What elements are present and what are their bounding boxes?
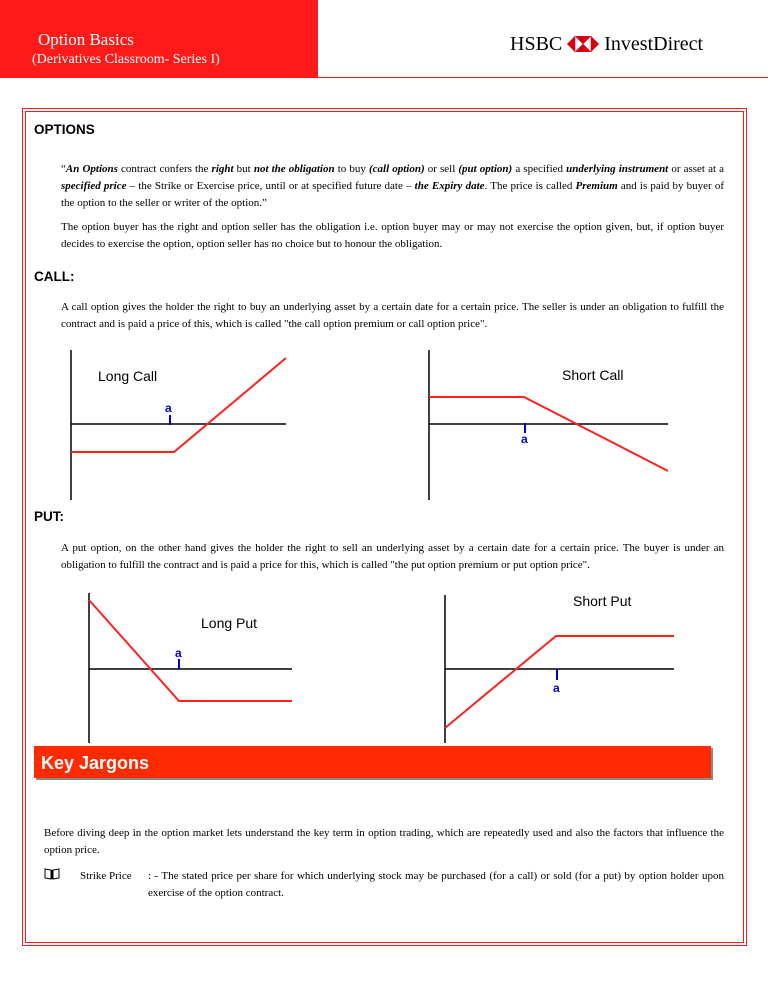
definition-text: and is paid by buyer of the option to the seller or writer of the option.” — [61, 180, 724, 209]
options-definition — [61, 161, 724, 212]
short-call-chart — [420, 345, 680, 505]
definition-text: “ — [61, 163, 66, 175]
emphasis-term: specified price — [61, 180, 127, 192]
short-put-chart — [436, 585, 686, 745]
emphasis-term: right — [211, 163, 234, 175]
brand-name: HSBC — [510, 32, 563, 55]
options-heading: OPTIONS — [34, 122, 95, 137]
emphasis-term: not the obligation — [253, 163, 335, 175]
emphasis-term: underlying instrument — [566, 163, 669, 175]
definition-text: contract confers the — [117, 163, 212, 175]
emphasis-term: An Options — [65, 163, 118, 175]
short-put-label: Short Put — [573, 593, 632, 609]
definition-text: but — [233, 163, 254, 175]
definition-text: . The price is called — [484, 180, 576, 192]
definition-text: or sell — [424, 163, 459, 175]
brand-product: InvestDirect — [604, 32, 704, 55]
definition-text: – the Strike or Exercise price, until or at specified future date – — [126, 180, 415, 192]
emphasis-term: the Expiry date — [414, 180, 485, 192]
jargon-term: Strike Price — [80, 870, 132, 882]
brand-logo — [510, 31, 703, 57]
short-call-label: Short Call — [562, 367, 624, 383]
long-put-payoff-line — [89, 600, 292, 701]
header-divider — [316, 0, 318, 78]
short-call-payoff-line — [429, 397, 668, 471]
key-jargons-banner — [34, 746, 711, 778]
definition-text: or asset at a — [668, 163, 725, 175]
book-icon — [44, 868, 60, 880]
long-call-label: Long Call — [98, 368, 158, 384]
short-call-strike-marker: a — [521, 432, 528, 446]
long-call-strike-marker: a — [165, 401, 172, 415]
emphasis-term: (call option) — [368, 163, 425, 175]
long-put-label: Long Put — [201, 615, 258, 631]
key-jargons-title: Key Jargons — [41, 753, 150, 773]
long-call-chart — [60, 345, 300, 505]
put-heading: PUT: — [34, 509, 64, 524]
put-description: A put option, on the other hand gives the holder the right to sell an underlying asset by a certain date for a certain price. The buyer is under an obligation to fulfill the contract and is paid a price for this, which is called "the put option premium or put option price". — [61, 542, 724, 571]
definition-text: a specified — [512, 163, 567, 175]
options-rights-paragraph: The option buyer has the right and option seller has the obligation i.e. option buyer may or may not exercise the option given, but, if option buyer decides to exercise the option, option seller has no choice but to honour the obligation. — [61, 221, 724, 250]
long-put-strike-marker: a — [175, 646, 182, 660]
emphasis-term: Premium — [575, 180, 618, 192]
long-put-chart — [80, 585, 300, 745]
jargons-intro: Before diving deep in the option market lets understand the key term in option trading, which are repeatedly used and also the factors that influence the option price. — [44, 827, 724, 856]
hexagon-logo-icon — [567, 36, 599, 52]
definition-text: to buy — [334, 163, 369, 175]
short-put-strike-marker: a — [553, 681, 560, 695]
call-description: A call option gives the holder the right to buy an underlying asset by a certain date for a certain price. The seller is under an obligation to fulfill the contract and is paid a price of this, which is called "the call option premium or call option price". — [61, 301, 724, 330]
header-banner — [0, 0, 316, 78]
document-subtitle: (Derivatives Classroom- Series I) — [32, 52, 220, 67]
header-rule — [316, 77, 768, 78]
document-title: Option Basics — [38, 30, 134, 49]
call-heading: CALL: — [34, 269, 75, 284]
emphasis-term: (put option) — [458, 163, 513, 175]
jargon-definition: : - The stated price per share for which underlying stock may be purchased (for a call) or sold (for a put) by option holder upon exercise of the option contract. — [148, 870, 724, 899]
